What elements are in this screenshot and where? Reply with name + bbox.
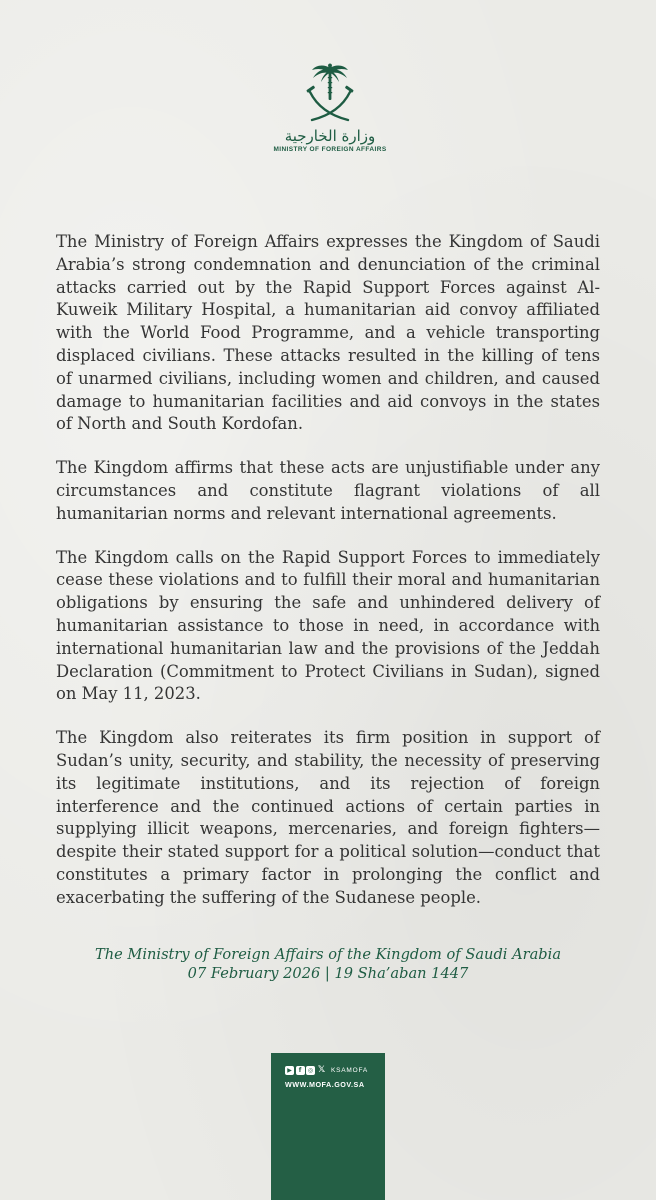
social-handle[interactable]: KSAMOFA [331,1066,369,1074]
ministry-logo [268,62,392,172]
website-link[interactable]: WWW.MOFA.GOV.SA [285,1080,365,1089]
statement-paragraph-3: The Kingdom calls on the Rapid Support Forces to immediately cease these violations and to fulfill their moral and humanitarian obligations by ensuring the safe and unhindered delivery of humanitarian assistance to those in need, in accordance with international humanitarian law and the provisions of the Jeddah Declaration (Commitment to Protect Civilians in Sudan), signed on May 11, 2023. [56,547,600,704]
instagram-icon[interactable]: ◎ [307,1066,314,1074]
palm-swords-emblem-icon [302,62,358,126]
statement-paragraph-4: The Kingdom also reiterates its firm position in support of Sudan’s unity, security, and stability, the necessity of preserving its legitimate institutions, and its rejection of foreign interference and the continued actions of certain parties in supplying illicit weapons, mercenaries, and foreign fighters—despite their stated support for a political solution—conduct that constitutes a primary factor in prolonging the conflict and exacerbating the suffering of the Sudanese people. [56,728,600,907]
signature-block [56,945,600,983]
logo-english-wordmark: MINISTRY OF FOREIGN AFFAIRS [273,146,387,153]
facebook-icon[interactable]: f [296,1066,305,1075]
signature-issuer: The Ministry of Foreign Affairs of the Kingdom of Saudi Arabia [94,946,562,963]
statement-paragraph-1: The Ministry of Foreign Affairs expresses the Kingdom of Saudi Arabia’s strong condemnation and denunciation of the criminal attacks carried out by the Rapid Support Forces against Al-Kuweik Military Hospital, a humanitarian aid convoy affiliated with the World Food Programme, and a vehicle transporting displaced civilians. These attacks resulted in the killing of tens of unarmed civilians, including women and children, and caused damage to humanitarian facilities and aid convoys in the states of North and South Kordofan. [56,232,600,434]
x-icon[interactable]: 𝕏 [317,1064,326,1075]
statement-paragraph-2: The Kingdom affirms that these acts are unjustifiable under any circumstances and constitute flagrant violations of all humanitarian norms and relevant international agreements. [56,458,600,523]
youtube-icon[interactable]: ▶ [285,1066,294,1075]
statement-body [56,231,600,931]
signature-date: 07 February 2026 | 19 Sha’aban 1447 [187,965,469,982]
logo-arabic-wordmark: وزارة الخارجية [284,127,376,145]
footer-contact-box [271,1053,385,1200]
social-row [285,1064,368,1076]
